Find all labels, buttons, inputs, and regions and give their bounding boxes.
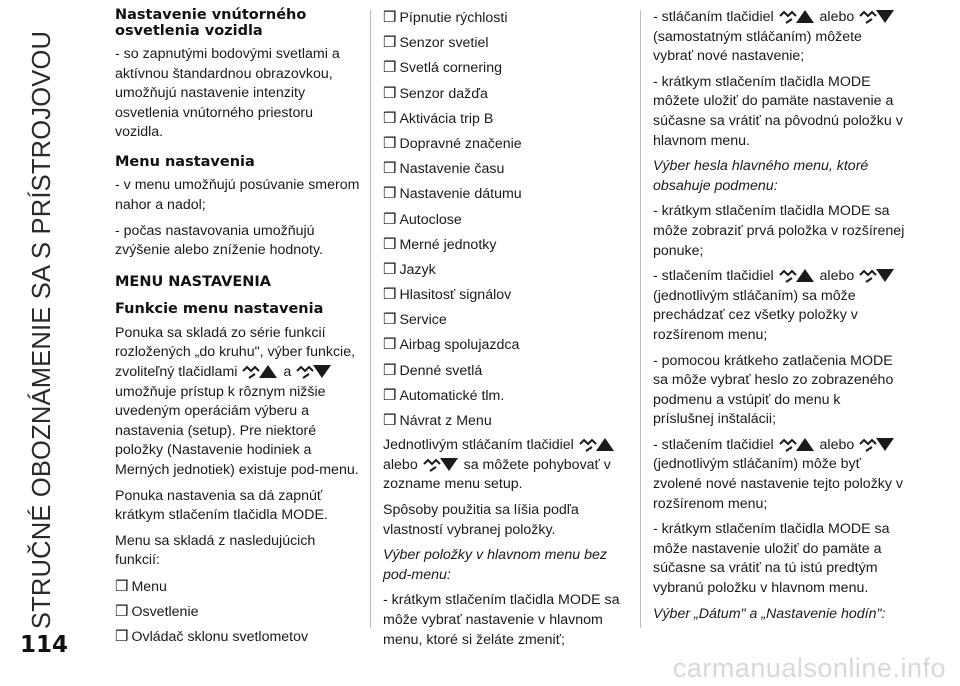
list-item: ❒ Airbag spolujazdca: [383, 336, 520, 354]
list-item: ❒ Nastavenie dátumu: [383, 185, 522, 203]
paragraph: Ponuka sa skladá zo série funkcií rozložených „do kruhu", výber funkcie, zvoliteľný tlačidlami a umožňuje prístup k rôznym nižšie uvedeným operáciám výberu a nastavenia (setup). Pre niektoré položky (Nastavenie hodiniek a Merných jednotiek) existuje pod-menu.: [115, 324, 359, 478]
checkbox-bullet-icon: ❒: [383, 311, 397, 329]
list-item: ❒ Pípnutie rýchlosti: [383, 9, 508, 26]
paragraph: Menu sa skladá z nasledujúcich funkcií:: [115, 532, 316, 569]
paragraph: - krátkym stlačením tlačidla MODE sa môže zobraziť prvá položka v rozšírenej ponuke;: [653, 203, 905, 259]
paragraph: - stlačením tlačidiel alebo (jednotlivým stláčaním) môže byť zvolené nové nastavenie tejto položky v rozšírenom menu;: [653, 436, 904, 512]
checkbox-bullet-icon: ❒: [115, 603, 129, 621]
up-button-icon: [778, 8, 816, 25]
up-button-icon: [578, 436, 616, 453]
checkbox-bullet-icon: ❒: [115, 628, 129, 646]
paragraph: - v menu umožňujú posúvanie smerom nahor a nadol;: [115, 177, 360, 214]
list-item: ❒ Osvetlenie: [115, 603, 199, 621]
checkbox-bullet-icon: ❒: [383, 361, 397, 379]
down-button-icon: [858, 267, 896, 284]
list-item: ❒ Jazyk: [383, 260, 436, 278]
list-item: ❒ Návrat z Menu: [383, 412, 492, 429]
paragraph: - stláčaním tlačidiel alebo (samostatným stláčaním) môžete vybrať nové nastavenie;: [653, 8, 905, 67]
paragraph: - počas nastavovania umožňujú zvýšenie alebo zníženie hodnoty.: [115, 222, 323, 259]
list-item: ❒ Merné jednotky: [383, 235, 497, 253]
list-item: ❒ Nastavenie času: [383, 160, 505, 178]
column-3: [653, 8, 905, 630]
paragraph: Spôsoby použitia sa líšia podľa vlastností vybranej položky.: [383, 501, 579, 538]
column-2: [383, 8, 629, 656]
checkbox-bullet-icon: ❒: [383, 336, 397, 354]
down-button-icon: [858, 436, 896, 453]
list-item: ❒ Automatické tlm.: [383, 386, 505, 404]
checkbox-bullet-icon: ❒: [383, 59, 397, 77]
up-button-icon: [778, 267, 816, 284]
up-button-icon: [778, 436, 816, 453]
checkbox-bullet-icon: ❒: [383, 185, 397, 203]
list-item: ❒ Denné svetlá: [383, 361, 483, 379]
column-divider: [640, 10, 641, 628]
down-button-icon: [422, 456, 460, 473]
checkbox-bullet-icon: ❒: [383, 109, 397, 127]
list-item: ❒ Service: [383, 311, 447, 329]
checkbox-bullet-icon: ❒: [383, 412, 397, 429]
paragraph: - krátkym stlačením tlačidla MODE sa môže nastavenie uložiť do pamäte a súčasne sa vrátiť na tú istú predtým vybranú položku v hlavnom menu.: [653, 521, 890, 597]
list-item: ❒ Senzor svetiel: [383, 34, 489, 52]
paragraph: - krátkym stlačením tlačidla MODE môžete uložiť do pamäte nastavenie a súčasne sa vrátiť na pôvodnú položku v hlavnom menu.: [653, 73, 903, 149]
paragraph: - stlačením tlačidiel alebo (jednotlivým stláčaním) sa môže prechádzať cez všetky položky v rozšírenom menu;: [653, 267, 905, 345]
heading-interior-lighting: Nastavenie vnútorného osvetlenia vozidla: [115, 7, 307, 39]
checkbox-bullet-icon: ❒: [383, 160, 397, 178]
column-divider: [370, 10, 371, 628]
list-item: ❒ Senzor dažďa: [383, 84, 488, 102]
side-section-title: STRUČNÉ OBOZNÁMENIE SA S PRÍSTROJOVOU: [28, 30, 56, 630]
checkbox-bullet-icon: ❒: [383, 84, 397, 102]
heading-menu-caps: MENU NASTAVENIA: [115, 273, 271, 290]
checkbox-bullet-icon: ❒: [383, 210, 397, 228]
up-button-icon: [241, 363, 279, 380]
checkbox-bullet-icon: ❒: [383, 134, 397, 152]
heading-menu-functions: Funkcie menu nastavenia: [115, 301, 324, 318]
watermark: carmanualsonline.info: [672, 653, 946, 683]
subheading-italic: Výber „Dátum" a „Nastavenie hodín":: [653, 605, 886, 622]
list-item: ❒ Svetlá cornering: [383, 59, 502, 77]
paragraph: Ponuka nastavenia sa dá zapnúť krátkym stlačením tlačidla MODE.: [115, 487, 328, 524]
checkbox-bullet-icon: ❒: [383, 260, 397, 278]
paragraph: - so zapnutými bodovými svetlami a aktívnou štandardnou obrazovkou, umožňujú nastavenie intenzity osvetlenia vnútorného priestoru vozidla.: [115, 46, 340, 141]
list-item: ❒ Hlasitosť signálov: [383, 286, 512, 304]
paragraph: - pomocou krátkeho zatlačenia MODE sa môže vybrať heslo zo zobrazeného podmenu a vstúpiť do menu k príslušnej inštalácii;: [653, 352, 894, 428]
page-number: 114: [20, 632, 69, 658]
checkbox-bullet-icon: ❒: [115, 577, 129, 595]
list-item: ❒ Dopravné značenie: [383, 134, 522, 152]
heading-settings-menu: Menu nastavenia: [115, 153, 255, 170]
checkbox-bullet-icon: ❒: [383, 386, 397, 404]
paragraph: - krátkym stlačením tlačidla MODE sa môže vybrať nastavenie v hlavnom menu, ktoré si želáte zmeniť;: [383, 592, 620, 648]
subheading-italic: Výber hesla hlavného menu, ktoré obsahuje podmenu:: [653, 158, 869, 194]
list-item: ❒ Menu: [115, 577, 167, 595]
list-item: ❒ Aktivácia trip B: [383, 109, 494, 127]
down-button-icon: [858, 8, 896, 25]
subheading-italic: Výber položky v hlavnom menu bez pod-menu:: [383, 547, 607, 583]
column-1: [115, 8, 361, 653]
list-item: ❒ Ovládač sklonu svetlometov: [115, 628, 309, 646]
paragraph: Jednotlivým stláčaním tlačidiel alebo sa môžete pohybovať v zozname menu setup.: [383, 436, 629, 495]
checkbox-bullet-icon: ❒: [383, 9, 397, 26]
checkbox-bullet-icon: ❒: [383, 286, 397, 304]
list-item: ❒ Autoclose: [383, 210, 462, 228]
checkbox-bullet-icon: ❒: [383, 235, 397, 253]
checkbox-bullet-icon: ❒: [383, 34, 397, 52]
down-button-icon: [295, 363, 333, 380]
